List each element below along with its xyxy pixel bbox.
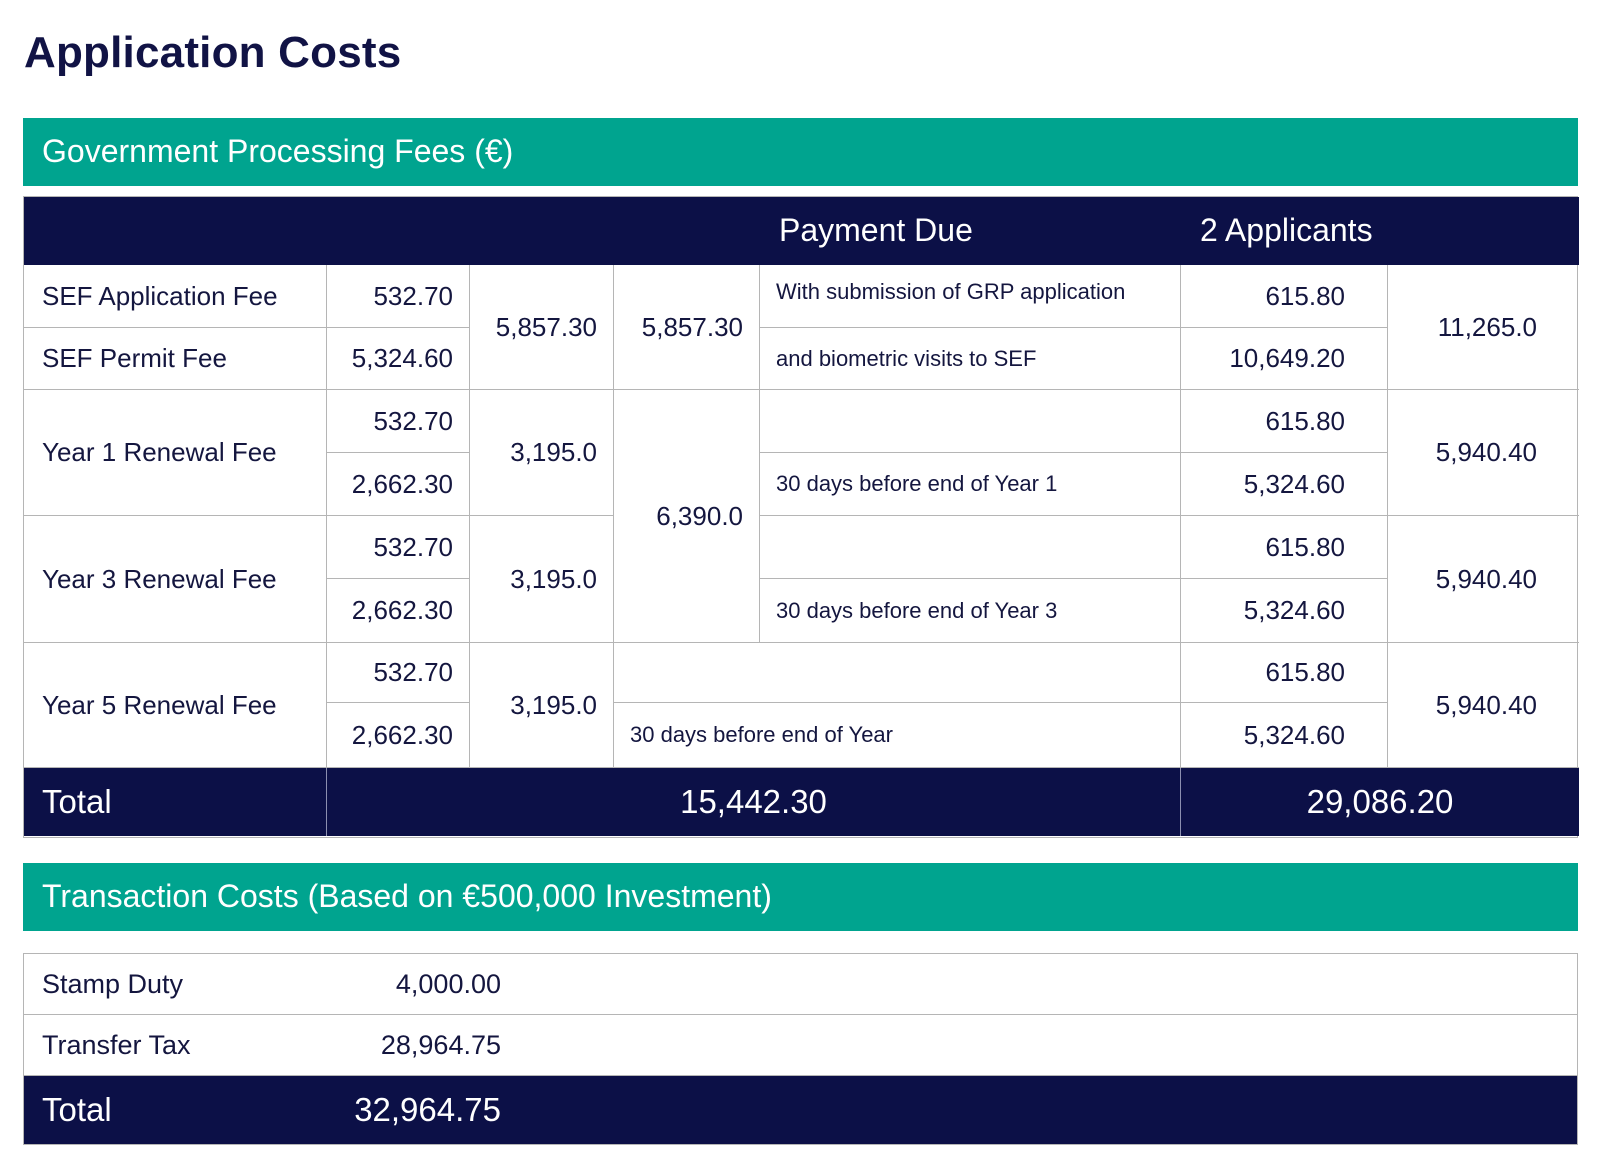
- applicants-total-value: 29,086.20: [1181, 768, 1579, 836]
- transfer-tax-value: 28,964.75: [380, 1029, 501, 1060]
- gov-fees-section-header: Government Processing Fees (€): [23, 118, 1578, 186]
- year3-due-empty: [760, 516, 1181, 579]
- header-spacer: [24, 197, 760, 265]
- year1-renewal-label: Year 1 Renewal Fee: [24, 390, 327, 516]
- year1-3-group-total: 6,390.0: [614, 390, 760, 643]
- table-row: [24, 954, 1577, 1015]
- sef-subtotal: 5,857.30: [470, 265, 614, 390]
- year5-applicants-a: 615.80: [1181, 643, 1388, 703]
- year3-subtotal: 3,195.0: [470, 516, 614, 643]
- header-applicants: 2 Applicants: [1181, 197, 1579, 265]
- year3-fee-a: 532.70: [327, 516, 470, 579]
- transaction-costs-table: [23, 953, 1578, 1145]
- gov-fees-table: [23, 196, 1578, 838]
- year5-fee-b: 2,662.30: [327, 703, 470, 768]
- sef-permit-fee-value: 5,324.60: [327, 328, 470, 390]
- fees-total-value: 15,442.30: [327, 768, 1181, 836]
- transaction-total-value: 32,964.75: [354, 1091, 501, 1128]
- year3-renewal-label: Year 3 Renewal Fee: [24, 516, 327, 643]
- sef-permit-fee-label: SEF Permit Fee: [24, 328, 327, 390]
- page-title: Application Costs: [24, 28, 402, 77]
- transaction-total-label: Total: [42, 1091, 112, 1128]
- sef-payment-due-line1: With submission of GRP application: [760, 265, 1181, 328]
- sef-application-fee-label: SEF Application Fee: [24, 265, 327, 328]
- year3-fee-b: 2,662.30: [327, 579, 470, 643]
- year1-due-empty: [760, 390, 1181, 453]
- transaction-costs-section-header: Transaction Costs (Based on €500,000 Investment): [23, 863, 1578, 931]
- sef-permit-applicants-value: 10,649.20: [1181, 328, 1388, 390]
- year5-applicants-b: 5,324.60: [1181, 703, 1388, 768]
- year5-subtotal: 3,195.0: [470, 643, 614, 768]
- table-row: [24, 1015, 1577, 1076]
- sef-application-applicants-value: 615.80: [1181, 265, 1388, 328]
- header-payment-due: Payment Due: [760, 197, 1181, 265]
- year5-fee-a: 532.70: [327, 643, 470, 703]
- year3-applicants-total: 5,940.40: [1388, 516, 1579, 643]
- year1-applicants-total: 5,940.40: [1388, 390, 1579, 516]
- fees-total-label: Total: [24, 768, 327, 836]
- year3-applicants-b: 5,324.60: [1181, 579, 1388, 643]
- sef-group-total: 5,857.30: [614, 265, 760, 390]
- sef-payment-due-line2: and biometric visits to SEF: [760, 328, 1181, 390]
- sef-applicants-total: 11,265.0: [1388, 265, 1579, 390]
- year5-renewal-label: Year 5 Renewal Fee: [24, 643, 327, 768]
- sef-application-fee-value: 532.70: [327, 265, 470, 328]
- year5-payment-due: 30 days before end of Year: [614, 703, 1181, 768]
- year1-fee-a: 532.70: [327, 390, 470, 453]
- stamp-duty-label: Stamp Duty: [42, 968, 184, 999]
- year1-subtotal: 3,195.0: [470, 390, 614, 516]
- year1-applicants-b: 5,324.60: [1181, 453, 1388, 516]
- year3-payment-due: 30 days before end of Year 3: [760, 579, 1181, 643]
- year3-applicants-a: 615.80: [1181, 516, 1388, 579]
- transfer-tax-label: Transfer Tax: [42, 1029, 191, 1060]
- year5-due-empty: [614, 643, 1181, 703]
- year1-applicants-a: 615.80: [1181, 390, 1388, 453]
- stamp-duty-value: 4,000.00: [395, 968, 501, 999]
- transaction-total-row: [24, 1076, 1577, 1144]
- year5-applicants-total: 5,940.40: [1388, 643, 1579, 768]
- year1-fee-b: 2,662.30: [327, 453, 470, 516]
- year1-payment-due: 30 days before end of Year 1: [760, 453, 1181, 516]
